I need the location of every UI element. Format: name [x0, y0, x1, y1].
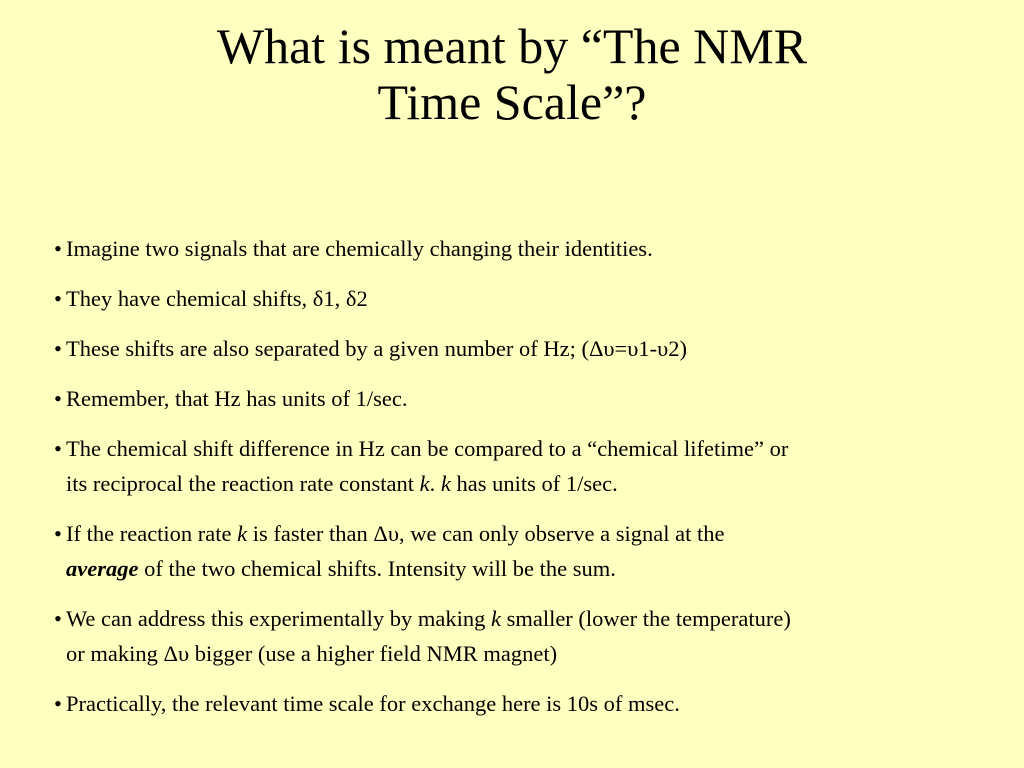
bullet-line-2 — [66, 466, 994, 501]
bullet-line-2 — [66, 551, 994, 586]
text-run: of the two chemical shifts. Intensity will be the sum. — [138, 556, 616, 581]
bullet-line-1 — [66, 601, 994, 636]
bullet-fast-exchange — [54, 516, 994, 586]
text-run: We can address this experimentally by making — [66, 606, 491, 631]
text-run: If the reaction rate — [66, 521, 238, 546]
text-run: has units of 1/sec. — [450, 471, 618, 496]
bullet-line-1 — [66, 516, 994, 551]
bullet-hz-separation — [54, 331, 994, 366]
average-emphasis: average — [66, 556, 139, 581]
text-run: . — [429, 471, 441, 496]
bullet-text: • They have chemical shifts, δ1, δ2 — [66, 286, 368, 311]
text-run: is faster than Δυ, we can only observe a signal at the — [247, 521, 725, 546]
slide-title-line-2: Time Scale”? — [377, 74, 647, 130]
rate-constant-k: k — [419, 471, 430, 496]
bullet-chemical-shifts — [54, 281, 994, 316]
bullet-hz-units — [54, 381, 994, 416]
bullet-line-1: • The chemical shift difference in Hz can be compared to a “chemical lifetime” or — [66, 436, 789, 461]
bullet-experimental-control — [54, 601, 994, 671]
text-run: its reciprocal the reaction rate constant — [66, 471, 420, 496]
bullet-time-scale — [54, 686, 994, 721]
bullet-line-2: or making Δυ bigger (use a higher field NMR magnet) — [66, 641, 558, 666]
bullet-list — [54, 231, 994, 736]
rate-constant-k: k — [440, 471, 451, 496]
bullet-chemical-lifetime — [54, 431, 994, 501]
bullet-text: • Imagine two signals that are chemically changing their identities. — [66, 236, 653, 261]
bullet-signals-changing — [54, 231, 994, 266]
rate-constant-k: k — [237, 521, 248, 546]
slide-title — [0, 18, 1024, 130]
bullet-text: • These shifts are also separated by a given number of Hz; (Δυ=υ1-υ2) — [66, 336, 688, 361]
slide-title-line-1: What is meant by “The NMR — [216, 18, 808, 74]
bullet-text: • Practically, the relevant time scale for exchange here is 10s of msec. — [66, 691, 680, 716]
text-run: smaller (lower the temperature) — [500, 606, 791, 631]
rate-constant-k: k — [490, 606, 501, 631]
bullet-text: • Remember, that Hz has units of 1/sec. — [66, 386, 408, 411]
